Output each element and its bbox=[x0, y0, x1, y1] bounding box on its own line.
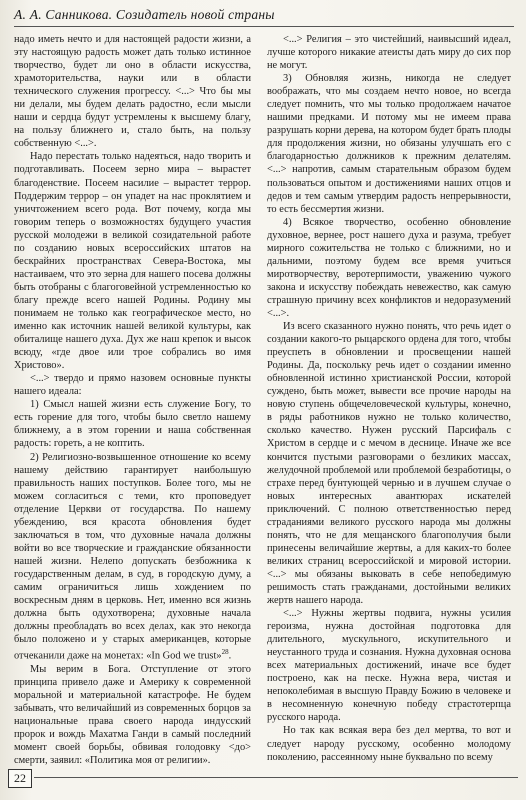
paragraph: 3) Обновляя жизнь, никогда не следует воображать, что мы создаем нечто новое, но всегда следует помнить, что мы только продолжаем начатое нашими предками. И потому мы не имеем права разрушать корни дерева, на котором будет брать плоды для продолжения жизни, но обязаны улучшать его с благодарностью должников к прежним делателям. <...> напротив, самым старательным образом будем пользоваться опытом и достижениями наших отцов и дедов и тем самым утвердим радость непрерывности, то есть бессмертия жизни. bbox=[267, 73, 511, 215]
paragraph: Но так как всякая вера без дел мертва, то вот и следует народу русскому, особенно молодому поколению, рассеянному ныне буквально по всему bbox=[267, 725, 511, 763]
paragraph: <...> твердо и прямо назовем основные пункты нашего идеала: bbox=[14, 373, 251, 398]
paragraph: 1) Смысл нашей жизни есть служение Богу, то есть горение для того, чтобы было светло нашему ближнему, а в этом горении и наша собственная радость: гореть, а не коптить. bbox=[14, 399, 251, 450]
header-rule bbox=[14, 26, 514, 27]
paragraph: 4) Всякое творчество, особенно обновление духовное, вернее, рост нашего духа и разума, требует мирного сожительства не только с ближними, но и дальними, поэтому будем все время учиться миротворчеству, веротерпимости, уважению чужого закона и искусству побеждать невежество, как самую страшную причину всех конфликтов и недоразумений <...>. bbox=[267, 216, 511, 319]
left-column bbox=[14, 33, 251, 767]
paragraph: <...> Нужны жертвы подвига, нужны усилия героизма, нужна достойная подготовка для длительного, мускульного, искупительного и неустанного труда и сознания. Нужна духовная основа всех материальных достижений, иначе все будет построено, как на песке. Нужна вера, чистая и непоколебимая в высшую Правду Божию в человеке и в несомненную конечную победу страстотерпца русского народа. bbox=[267, 608, 511, 724]
paragraph: <...> Религия – это чистейший, наивысший идеал, лучше которого никакие атеисты дать миру до сих пор не могут. bbox=[267, 34, 511, 72]
footnote-marker: 28 bbox=[221, 648, 229, 657]
paragraph: Надо перестать только надеяться, надо творить и подготавливать. Посеем зерно мира – вырастет благоденствие. Посеем насилие – вырастет террор. Поддержим террор – он упадет на нас проклятием и уничтожением всего рода. Вот почему, когда мы говорим теперь о возможностях будущего участия русской молодежи в великой созидательной работе по созданию новых всероссийских штатов на бескрайних пространствах Севера-Востока, мы настаиваем, что это зерна для нашего посева должны быть отобраны с благоговейной устремленностью ко благу прежде всего нашей Родины. Родину мы понимаем не только как географическое место, но именно как источник нашей великой культуры, как обиталище нашего духа. Дух же наш крепок и высок всюду, «где двое или трое собрались во имя Христово». bbox=[14, 151, 251, 372]
right-column bbox=[267, 33, 511, 763]
paragraph-text: 2) Религиозно-возвышенное отношение ко всему нашему действию гарантирует наибольшую правильность наших поступков. Более того, мы не можем согласиться с теми, кто проповедует отделение Церкви от государства. По нашему убеждению, вся красота обновления будет заключаться в том, что духовные начала должны войти во все творческие и гражданские обязанности нашей жизни. Нелепо допускать безбожника к государственным делам, в суд, в городскую думу, а самим ограничиться лишь хождением по воскресным дням в церковь. Нет, именно вся жизнь должна быть одухотворена; духовные начала должны преобладать во всех делах, как это некогда было положено и у старых американцев, которые отчеканили даже на монетах: «In God we trust» bbox=[14, 451, 251, 662]
paragraph: Мы верим в Бога. Отступление от этого принципа привело даже и Америку к современной моральной и материальной катастрофе. Не будем забывать, что величайший из современных борцов за национальные права своего народа индусский пророк и вождь Махатма Ганди в самый последний момент своей борьбы, обвивая голодовку <до> смерти, заявил: «Политика моя от религии». bbox=[14, 663, 251, 767]
page-number: 22 bbox=[8, 769, 32, 788]
footer-rule bbox=[34, 777, 518, 778]
paragraph-with-footnote: 2) Религиозно-возвышенное отношение ко всему нашему действию гарантирует наибольшую правильность наших поступков. Более того, мы не можем согласиться с теми, кто проповедует отделение Церкви от государства. По нашему убеждению, вся красота обновления будет заключаться в том, что духовные начала должны войти во все творческие и гражданские обязанности нашей жизни. Нелепо допускать безбожника к государственным делам, в суд, в городскую думу, а самим ограничиться лишь хождением по воскресным дням в церковь. Нет, именно вся жизнь должна быть одухотворена; духовные начала должны преобладать во всех делах, как это некогда было положено и у старых американцев, которые отчеканили даже на монетах: «In God we trust»$^{28}$. bbox=[14, 451, 251, 662]
running-header: А. А. Санникова. Созидатель новой страны bbox=[14, 7, 275, 22]
paragraph: надо иметь нечто и для настоящей радости жизни, а эту настоящую радость может дать только истинное творчество, будет ли оно в области искусства, храмоторительства, науки или в области технического служения прогрессу. <...> Что бы мы ни делали, мы будем делать радостно, если мысли наши и сердца будут устремлены к высшему благу, на пользу ближнего и, стало быть, на пользу собственную <...>. bbox=[14, 34, 251, 150]
paragraph: Из всего сказанного нужно понять, что речь идет о создании какого-то рыцарского ордена для того, чтобы преуспеть в обновлении и просвещении нашей Родины. Да, поскольку речь идет о создании именно обновленной истинно христианской России, которой суждено, быть может, вывести все прочие народы на новую ступень общечеловеческой культуры, конечно, в ряды работников нужно не только количество, сколько качество. Нужен русский Парсифаль с Христом в сердце и с мечом в деснице. Иначе же все кончится пустыми разговорами о безликих массах, желудочной проблемой или проблемой безработицы, о страхе перед бунтующей чернью и в лучшем случае о новых интересных авантюрах искателей приключений. С полною ответственностью перед страданиями великого русского народа мы должны понять, что не для мещанского благополучия были принесены величайшие жертвы, а для каких-то более великих страниц всероссийской и мировой истории. <...> мы обязаны выковать в себе непобедимую решимость стать гражданами, достойными великих жертв нашего народа. bbox=[267, 321, 511, 607]
page-footer bbox=[8, 766, 518, 790]
